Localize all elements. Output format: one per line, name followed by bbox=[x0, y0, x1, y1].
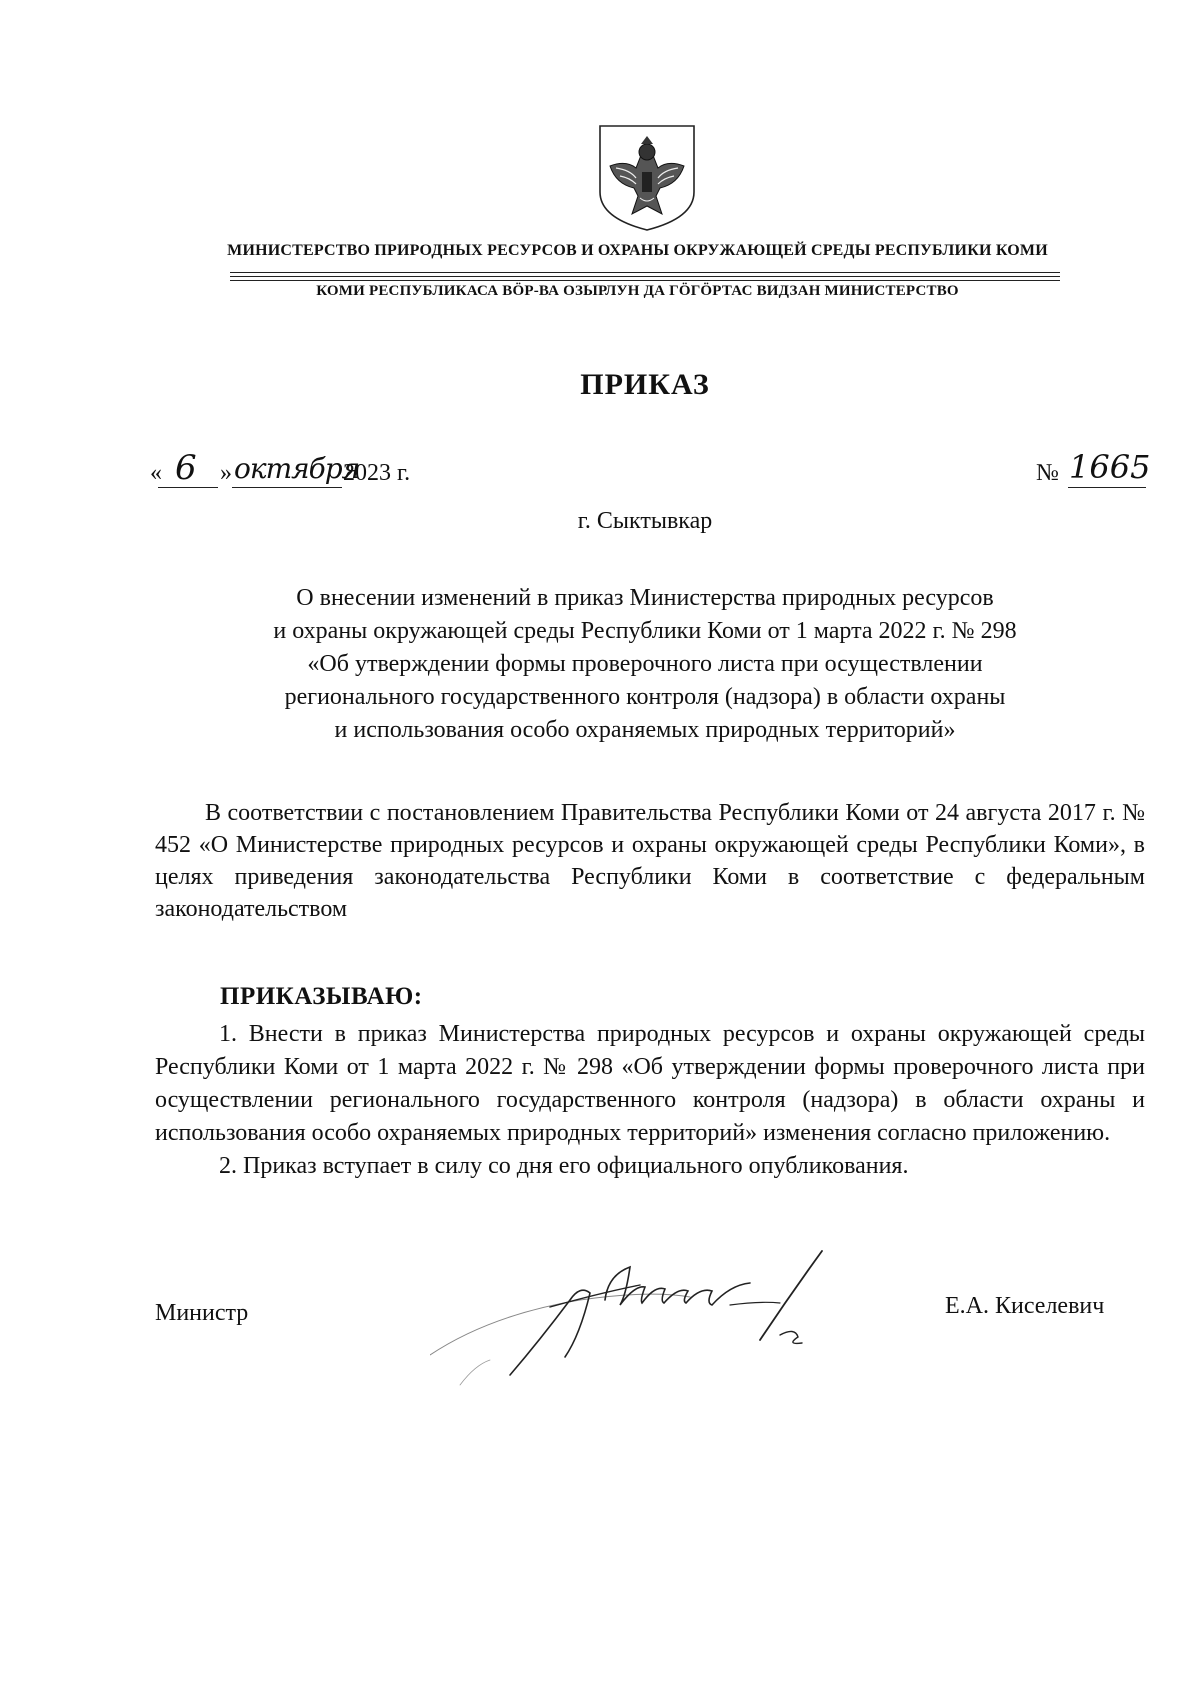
header-divider-line bbox=[230, 276, 1060, 277]
document-type-title: ПРИКАЗ bbox=[580, 368, 710, 401]
date-month: октября bbox=[234, 452, 360, 485]
signatory-role: Министр bbox=[155, 1300, 249, 1326]
header-divider-line bbox=[230, 280, 1060, 281]
komi-republic-coat-of-arms-icon bbox=[596, 122, 698, 232]
number-underline bbox=[1068, 487, 1146, 488]
date-day: 6 bbox=[175, 448, 197, 488]
date-close-quote: » bbox=[220, 460, 232, 486]
ministry-name-russian: МИНИСТЕРСТВО ПРИРОДНЫХ РЕСУРСОВ И ОХРАНЫ ОКРУЖАЮЩЕЙ СРЕДЫ РЕСПУБЛИКИ КОМИ bbox=[227, 242, 1048, 259]
signatory-name: Е.А. Киселевич bbox=[945, 1293, 1105, 1319]
preamble-paragraph bbox=[155, 797, 1145, 925]
document-city: г. Сыктывкар bbox=[577, 508, 713, 534]
date-open-quote: « bbox=[150, 460, 162, 486]
date-year: 2023 г. bbox=[343, 460, 411, 486]
subject-line: О внесении изменений в приказ Министерства природных ресурсов bbox=[296, 585, 994, 611]
date-month-underline bbox=[232, 487, 342, 488]
date-day-underline bbox=[158, 487, 218, 488]
handwritten-signature-icon bbox=[430, 1245, 900, 1395]
subject-line: «Об утверждении формы проверочного листа при осуществлении bbox=[307, 651, 983, 677]
order-item: 2. Приказ вступает в силу со дня его официального опубликования. bbox=[219, 1153, 909, 1179]
number-sign: № bbox=[1036, 460, 1059, 486]
document-subject bbox=[190, 582, 1100, 747]
document-number bbox=[1036, 448, 1156, 492]
order-items bbox=[155, 1018, 1145, 1183]
preamble-text: В соответствии с постановлением Правительства Республики Коми от 24 августа 2017 г. № 452 «О Министерстве природных ресурсов и охраны окружающей среды Республики Коми», в целях приведения законодательства Республики Коми в соответствие с федеральным законодательством bbox=[155, 800, 1145, 922]
ministry-name-komi: КОМИ РЕСПУБЛИКАСА ВӦР-ВА ОЗЫРЛУН ДА ГӦГӦРТАС ВИДЗАН МИНИСТЕРСТВО bbox=[316, 283, 959, 299]
subject-line: и использования особо охраняемых природных территорий» bbox=[334, 717, 956, 743]
subject-line: регионального государственного контроля (надзора) в области охраны bbox=[284, 684, 1006, 710]
number-value: 1665 bbox=[1069, 448, 1151, 486]
header-divider-line bbox=[230, 272, 1060, 273]
document-date bbox=[150, 448, 470, 492]
order-item: 1. Внести в приказ Министерства природных ресурсов и охраны окружающей среды Республики Коми от 1 марта 2022 г. № 298 «Об утверждении формы проверочного листа при осуществлении регионального государственного контроля (надзора) в области охраны и использования особо охраняемых природных территорий» изменения согласно приложению. bbox=[155, 1021, 1145, 1146]
subject-line: и охраны окружающей среды Республики Коми от 1 марта 2022 г. № 298 bbox=[273, 618, 1017, 644]
order-word: ПРИКАЗЫВАЮ: bbox=[220, 983, 423, 1010]
